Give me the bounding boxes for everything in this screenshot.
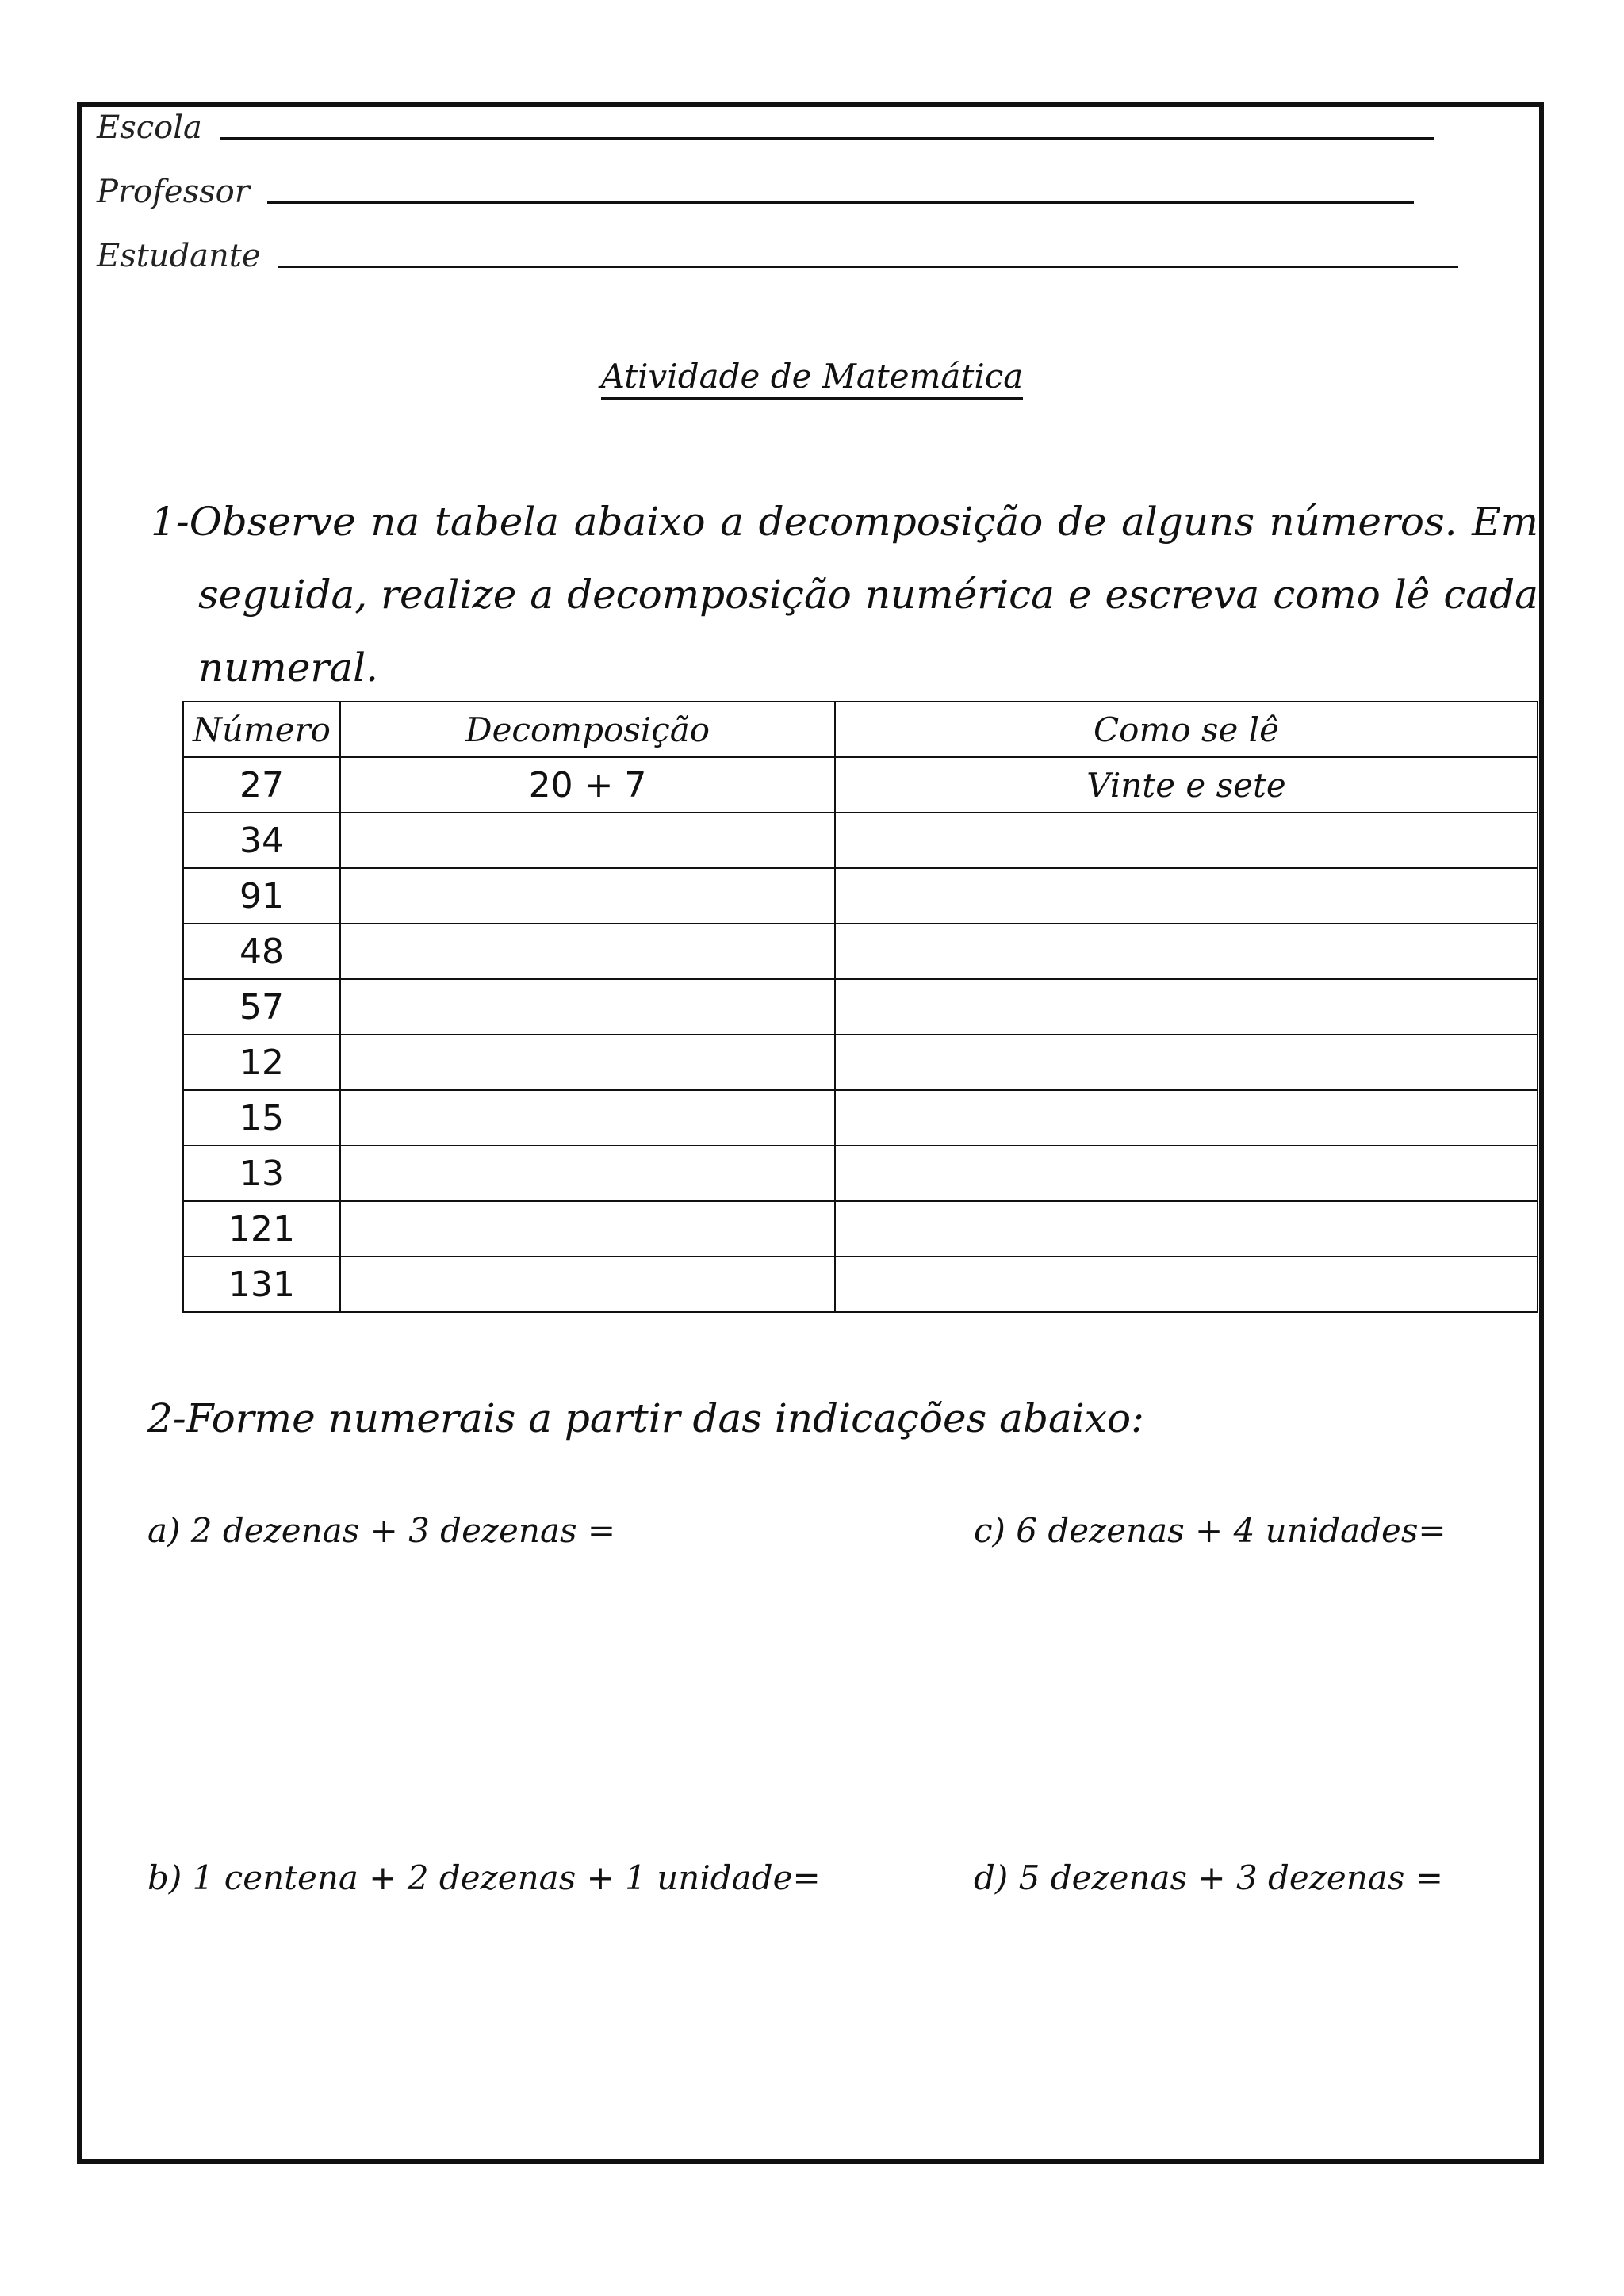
table-row	[183, 1201, 1538, 1257]
question-1-line-1	[151, 485, 1538, 558]
q1-word: Em	[1472, 499, 1538, 545]
student-label: Estudante	[97, 238, 261, 274]
number-cell: 57	[183, 979, 340, 1035]
decomposition-cell[interactable]	[340, 924, 835, 979]
question-1	[151, 485, 1538, 704]
q1-word: como	[1273, 572, 1381, 618]
table-row	[183, 868, 1538, 924]
q1-word: na	[370, 499, 420, 545]
reading-cell[interactable]	[835, 979, 1538, 1035]
school-line[interactable]	[220, 137, 1434, 140]
school-label: Escola	[97, 109, 202, 146]
decomposition-cell[interactable]	[340, 1257, 835, 1312]
teacher-line[interactable]	[267, 201, 1414, 204]
q1-word: decomposição	[758, 499, 1044, 545]
school-field[interactable]	[97, 106, 1434, 146]
q1-word: numérica	[864, 572, 1055, 618]
number-cell: 34	[183, 813, 340, 868]
q1-word: seguida,	[198, 572, 368, 618]
decomposition-cell[interactable]	[340, 1146, 835, 1201]
decomposition-table	[182, 701, 1538, 1313]
table-row	[183, 813, 1538, 868]
question-1-line-3	[151, 631, 1538, 704]
decomposition-cell[interactable]	[340, 979, 835, 1035]
question-1-line-2	[151, 558, 1538, 631]
header-decomposition: Decomposição	[340, 702, 835, 757]
number-cell: 12	[183, 1035, 340, 1090]
number-cell: 91	[183, 868, 340, 924]
q1-word: alguns	[1121, 499, 1254, 545]
q1-word: abaixo	[573, 499, 706, 545]
page-title: Atividade de Matemática	[0, 357, 1624, 396]
decomposition-cell[interactable]	[340, 868, 835, 924]
number-cell: 15	[183, 1090, 340, 1146]
q1-word: decomposição	[567, 572, 852, 618]
student-line[interactable]	[278, 266, 1458, 268]
table-header-row	[183, 702, 1538, 757]
reading-cell[interactable]	[835, 1146, 1538, 1201]
table-row	[183, 1257, 1538, 1312]
reading-cell[interactable]	[835, 924, 1538, 979]
number-cell: 131	[183, 1257, 340, 1312]
reading-cell[interactable]	[835, 1257, 1538, 1312]
q1-word: números.	[1269, 499, 1457, 545]
reading-cell[interactable]	[835, 813, 1538, 868]
student-field[interactable]	[97, 235, 1458, 274]
item-b: b) 1 centena + 2 dezenas + 1 unidade=	[147, 1858, 821, 1897]
reading-cell[interactable]	[835, 868, 1538, 924]
decomposition-cell[interactable]	[340, 1090, 835, 1146]
q1-word: cada	[1443, 572, 1538, 618]
header-reading: Como se lê	[835, 702, 1538, 757]
item-d: d) 5 dezenas + 3 dezenas =	[974, 1858, 1443, 1897]
teacher-label: Professor	[97, 174, 250, 210]
number-cell: 27	[183, 757, 340, 813]
table-row	[183, 979, 1538, 1035]
number-cell: 13	[183, 1146, 340, 1201]
number-cell: 48	[183, 924, 340, 979]
table-row	[183, 757, 1538, 813]
q1-word: a	[720, 499, 745, 545]
q1-word: escreva	[1105, 572, 1260, 618]
q1-word: lê	[1393, 572, 1431, 618]
decomposition-cell[interactable]	[340, 1201, 835, 1257]
q1-word: tabela	[434, 499, 560, 545]
q1-word: de	[1057, 499, 1107, 545]
number-cell: 121	[183, 1201, 340, 1257]
teacher-field[interactable]	[97, 170, 1414, 210]
decomposition-cell[interactable]	[340, 1035, 835, 1090]
q1-word: e	[1067, 572, 1092, 618]
table-row	[183, 1146, 1538, 1201]
decomposition-cell[interactable]	[340, 813, 835, 868]
item-a: a) 2 dezenas + 3 dezenas =	[147, 1511, 616, 1550]
reading-cell[interactable]	[835, 1090, 1538, 1146]
reading-cell[interactable]	[835, 1201, 1538, 1257]
table-row	[183, 924, 1538, 979]
reading-cell[interactable]: Vinte e sete	[835, 757, 1538, 813]
header-number: Número	[183, 702, 340, 757]
question-2-prompt: 2-Forme numerais a partir das indicações abaixo:	[147, 1395, 1144, 1441]
q1-word: numeral.	[198, 645, 379, 691]
q1-word: realize	[381, 572, 517, 618]
decomposition-cell[interactable]: 20 + 7	[340, 757, 835, 813]
q1-word: 1-Observe	[151, 499, 356, 545]
reading-cell[interactable]	[835, 1035, 1538, 1090]
table-row	[183, 1090, 1538, 1146]
table-row	[183, 1035, 1538, 1090]
item-c: c) 6 dezenas + 4 unidades=	[974, 1511, 1446, 1550]
q1-word: a	[530, 572, 554, 618]
